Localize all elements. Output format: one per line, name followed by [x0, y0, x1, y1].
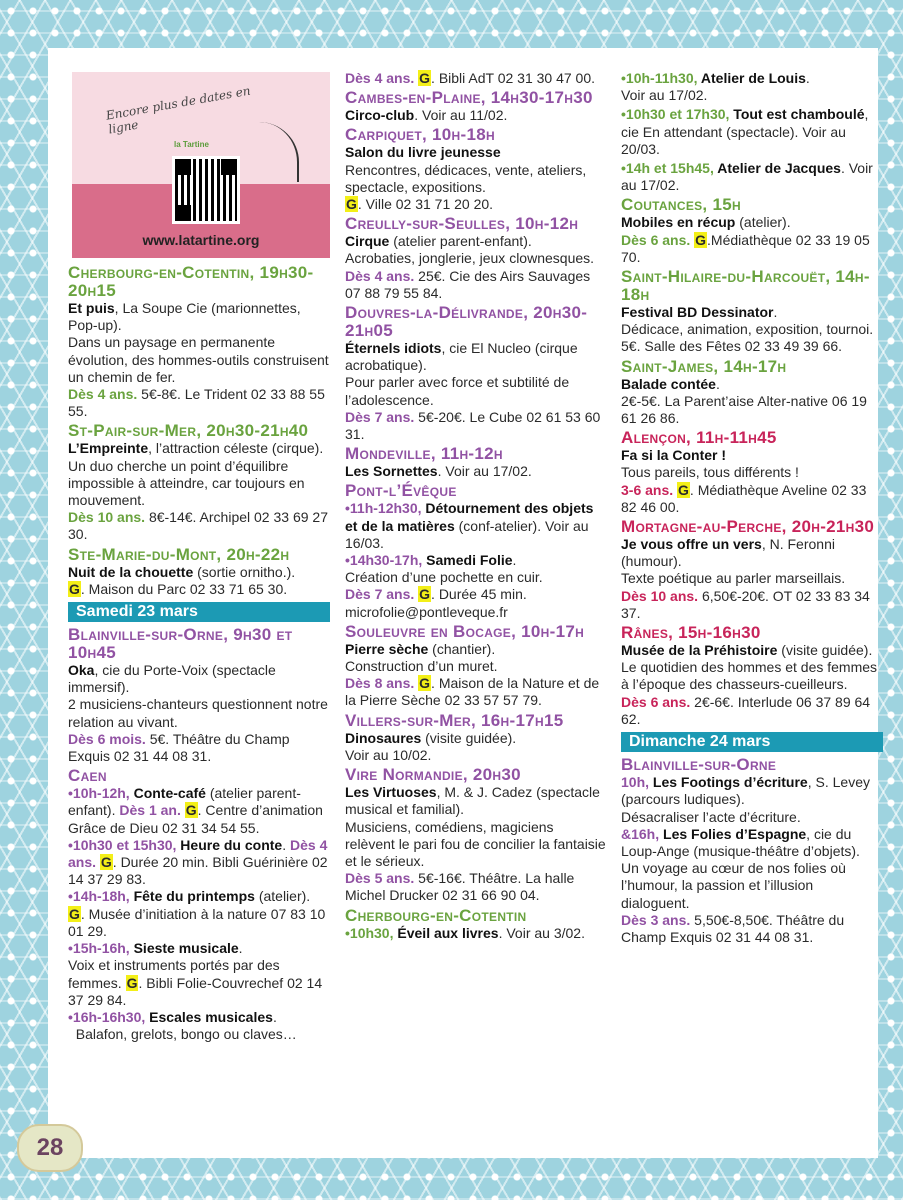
event-time: •10h-12h,: [68, 785, 130, 802]
list-item: [68, 1009, 330, 1043]
event-type: , l’attraction céleste (cirque).: [148, 440, 324, 457]
event-title: Musée de la Préhistoire: [621, 642, 778, 659]
event-type: .: [238, 940, 243, 957]
event-time: •10h30 et 15h30,: [68, 836, 177, 853]
event-desc: Un duo cherche un point d’équilibre impossible à atteindre, car toujours en mouvement.: [68, 457, 305, 509]
qr-code-icon[interactable]: [172, 156, 240, 224]
list-item: •10h30 et 15h30, Heure du conte. Dès 4 ans. G. Durée 20 min. Bibli Guérinière 02 14 37 29 83.: [68, 836, 328, 888]
event-desc: Le quotidien des hommes et des femmes à l’époque des chasseurs-cueilleurs.: [621, 659, 878, 693]
event-age: Dès 4 ans.: [68, 386, 138, 403]
list-item: [68, 888, 330, 940]
event-desc: Pour parler avec force et subtilité de l’adolescence.: [345, 374, 570, 408]
event-info: . Voir au 17/02.: [621, 160, 873, 194]
event-location: Blainville-sur-Orne, 9h30 et 10h45: [68, 625, 293, 663]
event-location: Cherbourg-en-Cotentin: [345, 905, 527, 925]
event-location: Mortagne-au-Perche, 20h-21h30: [621, 517, 875, 537]
event-title: Heure du conte: [176, 836, 283, 853]
event-desc: Construction d’un muret.: [345, 658, 498, 675]
event-info: . Bibli Folie-Couvrechef 02 14 37 29 84.: [68, 974, 323, 1008]
event-type: , cie El Nucleo (cirque acrobatique).: [345, 340, 578, 374]
event-title: Salon du livre jeunesse: [345, 144, 501, 161]
event-location: Rânes, 15h-16h30: [621, 623, 761, 643]
free-badge: G: [69, 580, 80, 597]
promo-box: [72, 72, 330, 258]
promo-url-link[interactable]: www.latartine.org: [142, 232, 260, 248]
event-title: Les Footings d’écriture: [649, 774, 808, 791]
event-ranes: [621, 624, 883, 728]
event-info: 5,50€-8,50€. Théâtre du Champ Exquis 02 31 44 08 31.: [621, 911, 845, 945]
event-villers: [345, 712, 607, 764]
event-age: 3-6 ans.: [621, 481, 674, 498]
free-badge: G: [100, 854, 112, 871]
event-info: 5€-16€. Théâtre. La halle Michel Drucker 02 31 66 90 04.: [345, 870, 575, 904]
event-type: (visite guidée).: [421, 729, 517, 746]
event-info: 6,50€-20€. OT 02 33 83 34 37.: [621, 587, 870, 621]
event-title: Cirque: [345, 233, 390, 250]
event-time: •10h30,: [345, 924, 394, 941]
event-desc: Voir au 10/02.: [345, 746, 432, 763]
free-badge: G: [126, 974, 138, 991]
event-time: •14h-18h,: [68, 888, 130, 905]
event-location: Ste-Marie-du-Mont, 20h-22h: [68, 544, 290, 564]
brand-logo: la Tartine: [174, 140, 209, 149]
event-info: , cie En attendant (spectacle). Voir au 20/03.: [621, 106, 869, 157]
event-type: , N. Feronni (humour).: [621, 536, 835, 570]
event-location: Mondeville, 11h-12h: [345, 444, 503, 464]
event-saint-james: [621, 358, 883, 428]
list-item: [621, 160, 883, 194]
event-creully: [345, 215, 607, 302]
event-info: (conf-atelier). Voir au 16/03.: [345, 517, 589, 551]
event-desc: Texte poétique au parler marseillais.: [621, 570, 846, 587]
event-desc: Dédicace, animation, exposition, tournoi.: [621, 321, 874, 338]
free-badge: G: [69, 905, 80, 922]
event-age: Dès 10 ans.: [68, 509, 146, 526]
event-time: •15h-16h,: [68, 940, 130, 957]
event-title: Pierre sèche: [345, 640, 429, 657]
event-blainville-2: [621, 756, 883, 946]
event-title: Fête du printemps: [129, 888, 255, 905]
event-location: St-Pair-sur-Mer, 20h30-21h40: [68, 421, 309, 441]
event-age: Dès 6 mois.: [68, 730, 146, 747]
event-age: Dès 4 ans.: [345, 267, 415, 284]
event-desc: Voir au 17/02.: [621, 87, 708, 104]
event-type: .: [805, 70, 810, 86]
event-carpiquet: [345, 126, 607, 213]
event-title: Sieste musicale: [129, 940, 239, 957]
list-item: [345, 500, 607, 552]
event-desc: Musiciens, comédiens, magiciens relèvent le pari fou de concilier la fantaisie et le sérieux.: [345, 818, 606, 869]
event-info: 5€. Salle des Fêtes 02 33 49 39 66.: [621, 338, 843, 355]
event-location: Saint-James, 14h-17h: [621, 356, 787, 376]
event-info: 2€-6€. Interlude 06 37 89 64 62.: [621, 693, 871, 727]
event-location: Pont-l’Évêque: [345, 481, 457, 501]
event-type: , La Soupe Cie (marionnettes, Pop-up).: [68, 300, 301, 334]
event-info: . Voir au 17/02.: [437, 463, 532, 480]
event-type: , M. & J. Cadez (spectacle musical et familial).: [345, 784, 600, 818]
event-title: Conte-café: [129, 785, 206, 802]
event-age: Dès 5 ans.: [345, 870, 415, 887]
event-type: (atelier parent-enfant).: [68, 785, 301, 819]
event-desc: Désacraliser l’acte d’écriture.: [621, 808, 801, 825]
event-pont-leveque: [345, 482, 607, 620]
free-badge: G: [678, 481, 689, 498]
event-age: Dès 4 ans.: [345, 70, 415, 86]
arrow-icon: [247, 122, 299, 182]
list-item: [621, 106, 883, 158]
event-title: Nuit de la chouette: [68, 563, 194, 580]
event-title: Atelier de Jacques: [713, 160, 841, 177]
event-time: •11h-12h30,: [345, 500, 422, 517]
event-desc: Acrobaties, jonglerie, jeux clownesques.: [345, 250, 595, 267]
event-info: 8€-14€. Archipel 02 33 69 27 30.: [68, 509, 328, 543]
event-age: Dès 10 ans.: [621, 587, 699, 604]
event-title: Les Folies d’Espagne: [659, 825, 807, 842]
event-type: .: [512, 552, 517, 569]
event-title: Je vous offre un vers: [621, 536, 762, 553]
day-header: Dimanche 24 mars: [621, 732, 883, 752]
event-type: (visite guidée).: [777, 642, 873, 659]
event-info: 5€. Théâtre du Champ Exquis 02 31 44 08 31.: [68, 730, 290, 765]
column-3: [621, 70, 883, 948]
column-1: [68, 48, 330, 1045]
event-title: Tout est chamboulé: [729, 106, 865, 123]
event-info: . Durée 20 min. Bibli Guérinière 02 14 37 29 83.: [68, 854, 328, 888]
event-title: Oka: [68, 662, 95, 679]
event-title: Les Sornettes: [345, 463, 438, 480]
event-time: 10h,: [621, 774, 650, 791]
event-saint-hilaire: [621, 268, 883, 356]
event-info: . Bibli AdT 02 31 30 47 00.: [431, 70, 596, 86]
event-title: Dinosaures: [345, 729, 422, 746]
event-cherbourg: [68, 264, 330, 420]
event-type: (sortie ornitho.).: [193, 563, 296, 580]
event-title: Et puis: [68, 300, 115, 316]
event-location: Saint-Hilaire-du-Harcouët, 14h-18h: [621, 267, 870, 305]
column-2: [345, 70, 607, 944]
event-location: Souleuvre en Bocage, 10h-17h: [345, 621, 585, 641]
event-title: Mobiles en récup: [621, 214, 736, 231]
event-desc: Tous pareils, tous différents !: [621, 464, 799, 481]
event-desc: Un voyage au cœur de nos folies où l’humour, la passion et l’illusion dialoguent.: [621, 860, 846, 911]
event-location: Carpiquet, 10h-18h: [345, 125, 495, 145]
event-info: . Maison du Parc 02 33 71 65 30.: [80, 580, 288, 597]
event-location: Blainville-sur-Orne: [621, 755, 777, 775]
event-time: •14h30-17h,: [345, 552, 423, 569]
event-info: . Durée 45 min. microfolie@pontleveque.fr: [345, 586, 527, 620]
event-age: Dès 8 ans.: [345, 675, 415, 692]
event-caen: [68, 767, 330, 1043]
event-continued: [345, 70, 607, 87]
event-type: (atelier).: [735, 214, 791, 231]
event-souleuvre: [345, 623, 607, 710]
event-info: . Voir au 11/02.: [414, 107, 508, 124]
event-location: Creully-sur-Seulles, 10h-12h: [345, 214, 579, 234]
event-type: (chantier).: [428, 640, 496, 657]
event-title: Éveil aux livres: [393, 924, 499, 941]
event-age: Dès 6 ans.: [621, 231, 691, 248]
event-vire: [345, 766, 607, 904]
agenda-page: [48, 48, 878, 1158]
event-title: Détournement des objets et de la matières: [345, 500, 594, 534]
event-mondeville: [345, 445, 607, 480]
event-info: . Musée d’initiation à la nature 07 83 10 01 29.: [68, 905, 326, 939]
event-cherbourg-2: [345, 907, 607, 942]
event-type: (atelier parent-enfant).: [389, 233, 532, 250]
event-info: . Maison de la Nature et de la Pierre Sèche 02 33 57 57 79.: [345, 675, 600, 709]
event-age: Dès 7 ans.: [345, 586, 415, 603]
event-location: Alençon, 11h-11h45: [621, 428, 777, 448]
event-type: (atelier).: [254, 888, 311, 905]
event-blainville: [68, 626, 330, 765]
event-info: 25€. Cie des Airs Sauvages 07 88 79 55 84.: [345, 267, 591, 301]
event-age: Dès 1 an.: [119, 802, 181, 819]
event-title: Festival BD Dessinator: [621, 304, 774, 321]
event-desc: Voix et instruments portés par des femmes.: [68, 957, 280, 991]
event-type: , cie du Porte-Voix (spectacle immersif).: [68, 662, 276, 696]
free-badge: G: [346, 196, 357, 213]
event-location: Coutances, 15h: [621, 195, 741, 215]
event-type: .: [715, 375, 720, 392]
event-title: Fa si la Conter !: [621, 447, 727, 464]
free-badge: G: [419, 675, 431, 692]
free-badge: G: [419, 586, 431, 603]
promo-text: Encore plus de dates en ligne: [104, 83, 252, 137]
event-location: Villers-sur-Mer, 16h-17h15: [345, 710, 564, 730]
event-age: Dès 3 ans.: [621, 911, 691, 928]
event-info: 5€-8€. Le Trident 02 33 88 55 55.: [68, 386, 325, 420]
event-alencon: [621, 429, 883, 516]
event-info: 5€-20€. Le Cube 02 61 53 60 31.: [345, 408, 601, 443]
event-title: Atelier de Louis: [697, 70, 806, 86]
event-location: Cherbourg-en-Cotentin, 19h30-20h15: [68, 263, 314, 300]
event-type: , S. Levey (parcours ludiques).: [621, 774, 870, 808]
event-cambes: [345, 89, 607, 124]
event-age: Dès 7 ans.: [345, 408, 415, 425]
event-info: . Voir au 3/02.: [498, 924, 585, 941]
event-info: 2€-5€. La Parent’aise Alter-native 06 19 61 26 86.: [621, 392, 867, 427]
event-title: L’Empreinte: [68, 440, 149, 457]
event-type: .: [773, 304, 778, 321]
event-desc: Création d’une pochette en cuir.: [345, 569, 543, 586]
event-coutances: [621, 196, 883, 266]
list-item: [68, 785, 330, 837]
event-location: Vire Normandie, 20h30: [345, 765, 521, 785]
event-age: Dès 4 ans.: [68, 836, 328, 871]
event-time: &16h,: [621, 825, 660, 842]
event-age: Dès 6 ans.: [621, 693, 691, 710]
event-title: Balade contée: [621, 375, 716, 392]
event-desc: 2 musiciens-chanteurs questionnent notre relation au vivant.: [68, 696, 328, 730]
event-info: . Ville 02 31 71 20 20.: [357, 196, 494, 213]
free-badge: G: [419, 70, 431, 86]
event-info: . Centre d’animation Grâce de Dieu 02 31 34 54 55.: [68, 802, 323, 836]
event-title: Éternels idiots: [345, 340, 442, 357]
list-item: [621, 70, 883, 104]
day-header: Samedi 23 mars: [68, 602, 330, 622]
event-info: . Médiathèque Aveline 02 33 82 46 00.: [621, 481, 867, 515]
event-desc: Balafon, grelots, bongo ou claves…: [75, 1026, 297, 1043]
event-ste-marie: [68, 546, 330, 598]
event-desc: Rencontres, dédicaces, vente, ateliers, spectacle, expositions.: [345, 161, 587, 195]
event-time: •14h et 15h45,: [621, 160, 714, 177]
event-desc: Dans un paysage en permanente évolution, des hommes-outils construisent un chemin de fer.: [68, 334, 329, 385]
event-st-pair: [68, 422, 330, 543]
event-time: •10h30 et 17h30,: [621, 106, 730, 123]
event-location: Douvres-la-Délivrande, 20h30-21h05: [345, 303, 588, 341]
list-item: [68, 940, 330, 1009]
event-douvres: [345, 304, 607, 443]
event-title: Les Virtuoses: [345, 784, 437, 801]
event-location: Caen: [68, 766, 107, 786]
event-location: Cambes-en-Plaine, 14h30-17h30: [345, 88, 593, 108]
event-mortagne: [621, 518, 883, 622]
page-number: 28: [17, 1124, 83, 1172]
event-title: Samedi Folie: [422, 552, 513, 569]
event-title: Escales musicales: [145, 1008, 273, 1025]
event-time: •10h-11h30,: [621, 70, 698, 86]
free-badge: G: [185, 802, 197, 819]
free-badge: G: [695, 231, 707, 248]
event-type: , cie du Loup-Ange (musique-théâtre d’objets).: [621, 825, 860, 859]
event-info: .Médiathèque 02 33 19 05 70.: [621, 231, 870, 265]
event-type: .: [272, 1008, 277, 1025]
event-title: Circo-club: [345, 107, 415, 124]
list-item: [345, 552, 607, 621]
event-time: •16h-16h30,: [68, 1008, 146, 1025]
